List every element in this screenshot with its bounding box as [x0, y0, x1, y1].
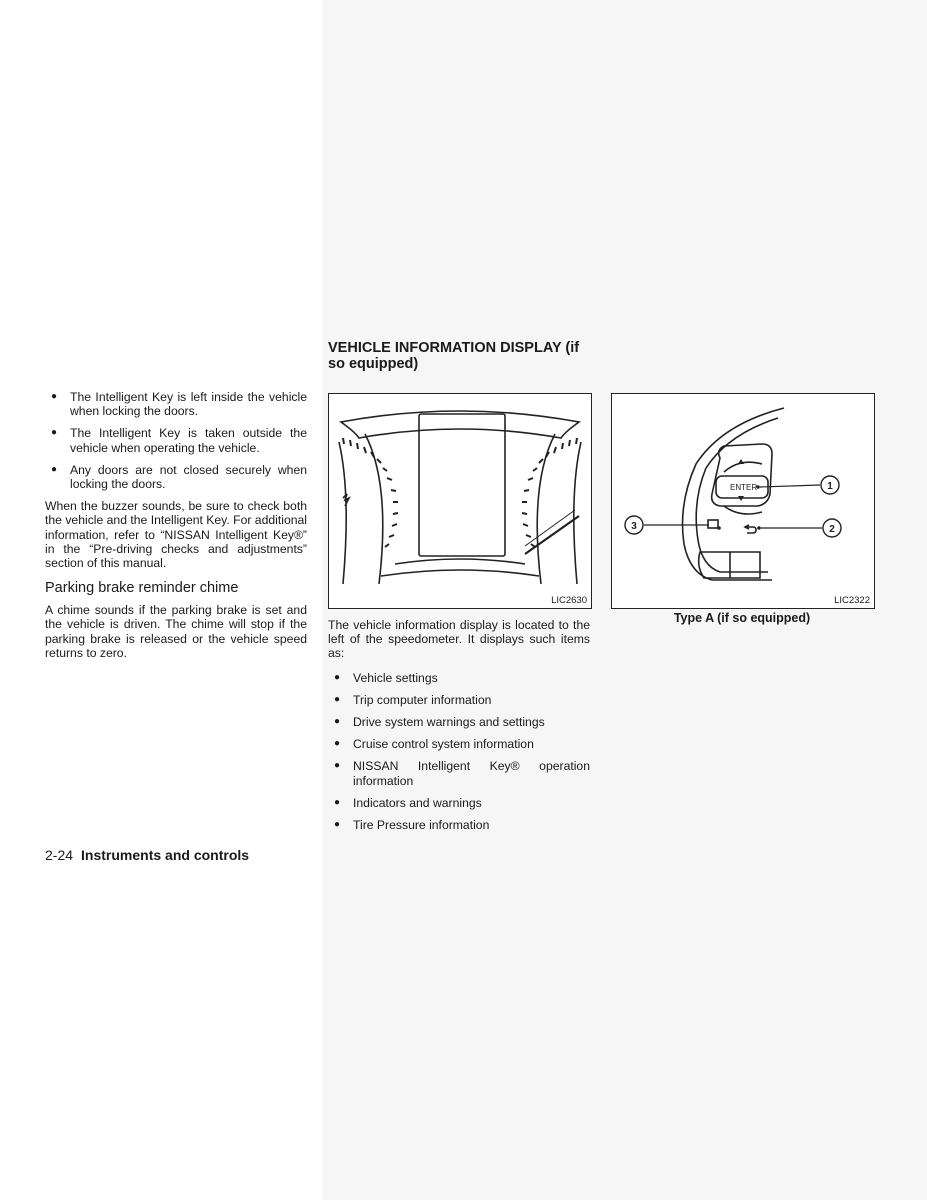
parking-brake-paragraph: A chime sounds if the parking brake is set and the vehicle is driven. The chime will stop if the parking brake is released or the vehicle speed returns to zero. [45, 603, 307, 660]
callout-3: 3 [631, 521, 637, 532]
list-item: ● Cruise control system information [328, 737, 590, 751]
list-item: ● NISSAN Intelligent Key® operation information [328, 759, 590, 787]
right-column [328, 340, 590, 372]
section-name: Instruments and controls [81, 847, 250, 863]
list-item: ● Vehicle settings [328, 671, 590, 685]
list-item: ● Any doors are not closed securely when locking the doors. [45, 463, 307, 491]
display-description [328, 612, 590, 840]
left-column [45, 390, 307, 660]
page-number: 2-24 [45, 847, 74, 863]
parking-brake-heading: Parking brake reminder chime [45, 580, 239, 597]
list-item: ● The Intelligent Key is left inside the vehicle when locking the doors. [45, 390, 307, 418]
steering-switch-figure [611, 393, 875, 609]
list-item: ● Drive system warnings and settings [328, 715, 590, 729]
list-item: ● Indicators and warnings [328, 796, 590, 810]
instrument-cluster-illustration [329, 394, 591, 608]
figure-code: LIC2322 [834, 595, 870, 606]
instrument-cluster-figure [328, 393, 592, 609]
list-item: ● The Intelligent Key is taken outside the vehicle when operating the vehicle. [45, 426, 307, 454]
list-item: ● Trip computer information [328, 693, 590, 707]
enter-label: ENTER [730, 483, 758, 492]
page-footer [45, 847, 249, 863]
buzzer-paragraph: When the buzzer sounds, be sure to check both the vehicle and the Intelligent Key. For additional information, refer to “NISSAN Intelligent Key®” in the “Pre-driving checks and adjustments” section of this manual. [45, 499, 307, 571]
callout-1: 1 [827, 481, 833, 492]
key-warning-list [45, 390, 307, 491]
steering-switch-illustration [612, 394, 874, 608]
display-items-list [328, 671, 590, 833]
display-intro: The vehicle information display is located to the left of the speedometer. It displays such items as: [328, 618, 590, 661]
section-title: VEHICLE INFORMATION DISPLAY (if so equipped) [328, 340, 580, 372]
list-item: ● Tire Pressure information [328, 818, 590, 832]
figure-caption: Type A (if so equipped) [673, 611, 811, 625]
figure-code: LIC2630 [551, 595, 587, 606]
callout-2: 2 [829, 524, 835, 535]
